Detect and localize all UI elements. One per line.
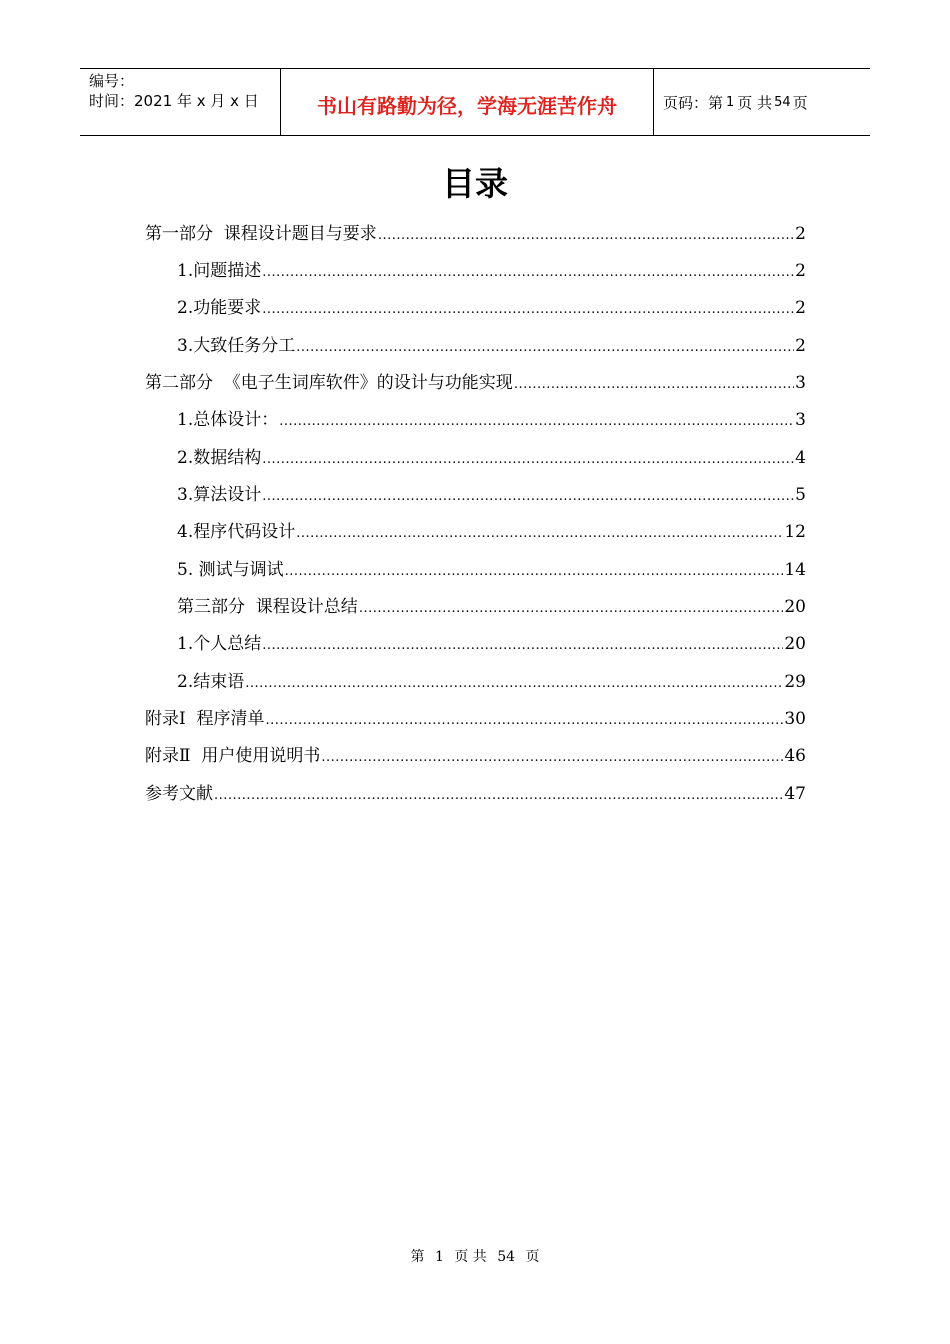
- toc-entry-page: 4: [795, 448, 806, 468]
- toc-entry-page: 12: [784, 522, 806, 542]
- toc-leader-dots: [262, 441, 794, 479]
- time-label: 时间：2021 年 x 月 x 日: [89, 92, 259, 110]
- toc-leader-dots: [514, 366, 794, 404]
- toc-entry-page: 47: [784, 784, 806, 804]
- toc-leader-dots: [321, 739, 783, 777]
- toc-entry-text: 1.个人总结: [177, 634, 262, 654]
- toc-entry-text: 附录Ⅰ 程序清单: [145, 709, 265, 729]
- document-header: [80, 68, 870, 136]
- toc-leader-dots: [262, 291, 794, 329]
- toc-entry-text: 1.总体设计：: [177, 410, 279, 430]
- toc-leader-dots: [266, 702, 784, 740]
- toc-leader-dots: [245, 665, 783, 703]
- footer-prefix: 第: [410, 1249, 425, 1265]
- toc-entry-text: 1.问题描述: [177, 261, 262, 281]
- toc-entry[interactable]: [145, 364, 806, 402]
- toc-entry[interactable]: [145, 737, 806, 775]
- toc-entry[interactable]: [177, 551, 806, 589]
- toc-entry-text: 3.大致任务分工: [177, 336, 296, 356]
- toc-entry[interactable]: [145, 775, 806, 813]
- toc-leader-dots: [378, 217, 794, 255]
- toc-leader-dots: [214, 777, 783, 815]
- toc-leader-dots: [285, 553, 784, 591]
- header-meta-cell: [80, 69, 281, 135]
- toc-entry[interactable]: [145, 700, 806, 738]
- toc-entry-page: 46: [784, 746, 806, 766]
- toc-entry-text: 5. 测试与调试: [177, 560, 284, 580]
- page-title: 目录: [442, 164, 508, 203]
- toc-entry[interactable]: [177, 625, 806, 663]
- toc-entry[interactable]: [177, 588, 806, 626]
- motto-text: 书山有路勤为径，学海无涯苦作舟: [317, 93, 617, 118]
- toc-entry-page: 20: [784, 597, 806, 617]
- toc-entry-page: 20: [784, 634, 806, 654]
- footer-current-page: 1: [434, 1249, 444, 1265]
- toc-entry-page: 2: [795, 224, 806, 244]
- header-page-suffix: 页: [792, 93, 808, 112]
- header-page-total: 54: [774, 94, 791, 110]
- toc-leader-dots: [262, 254, 794, 292]
- toc-entry-page: 2: [795, 336, 806, 356]
- header-page-current: 1: [726, 94, 735, 110]
- footer-suffix: 页: [525, 1249, 540, 1265]
- toc-entry-text: 3.算法设计: [177, 485, 262, 505]
- toc-entry-text: 第三部分 课程设计总结: [177, 597, 358, 617]
- toc-leader-dots: [359, 590, 784, 628]
- toc-entry[interactable]: [177, 327, 806, 365]
- toc-leader-dots: [262, 627, 783, 665]
- toc-entry[interactable]: [177, 439, 806, 477]
- toc-entry-text: 2.数据结构: [177, 448, 262, 468]
- header-page-prefix: 页码：第: [663, 93, 724, 112]
- toc-leader-dots: [262, 478, 794, 516]
- toc-entry-page: 2: [795, 261, 806, 281]
- toc-leader-dots: [279, 403, 794, 441]
- toc-entry[interactable]: [177, 476, 806, 514]
- toc-entry-page: 29: [784, 672, 806, 692]
- header-motto-cell: [281, 69, 654, 135]
- toc-leader-dots: [296, 329, 794, 367]
- toc-entry-page: 3: [795, 373, 806, 393]
- toc-entry-text: 第二部分 《电子生词库软件》的设计与功能实现: [145, 373, 513, 393]
- toc-entry-page: 30: [784, 709, 806, 729]
- toc-entry[interactable]: [177, 401, 806, 439]
- toc-entry-text: 4.程序代码设计: [177, 522, 296, 542]
- toc-entry-text: 附录Ⅱ 用户使用说明书: [145, 746, 321, 766]
- toc-entry-text: 第一部分 课程设计题目与要求: [145, 224, 377, 244]
- header-page-mid: 页 共: [737, 93, 773, 112]
- toc-entry-text: 2.结束语: [177, 672, 245, 692]
- toc-entry[interactable]: [177, 252, 806, 290]
- toc-entry-page: 14: [784, 560, 806, 580]
- toc-entry-page: 5: [795, 485, 806, 505]
- toc-leader-dots: [296, 515, 783, 553]
- footer-mid: 页 共: [454, 1249, 487, 1265]
- footer-total-pages: 54: [497, 1249, 516, 1265]
- toc-entry[interactable]: [177, 513, 806, 551]
- header-page-cell: [654, 69, 870, 135]
- toc-entry[interactable]: [177, 289, 806, 327]
- toc-entry[interactable]: [145, 215, 806, 253]
- toc-entry[interactable]: [177, 663, 806, 701]
- number-label: 编号：: [89, 72, 135, 90]
- toc-entry-page: 2: [795, 298, 806, 318]
- page-footer: [0, 1246, 950, 1266]
- toc-entry-page: 3: [795, 410, 806, 430]
- toc-entry-text: 2.功能要求: [177, 298, 262, 318]
- toc-entry-text: 参考文献: [145, 784, 213, 804]
